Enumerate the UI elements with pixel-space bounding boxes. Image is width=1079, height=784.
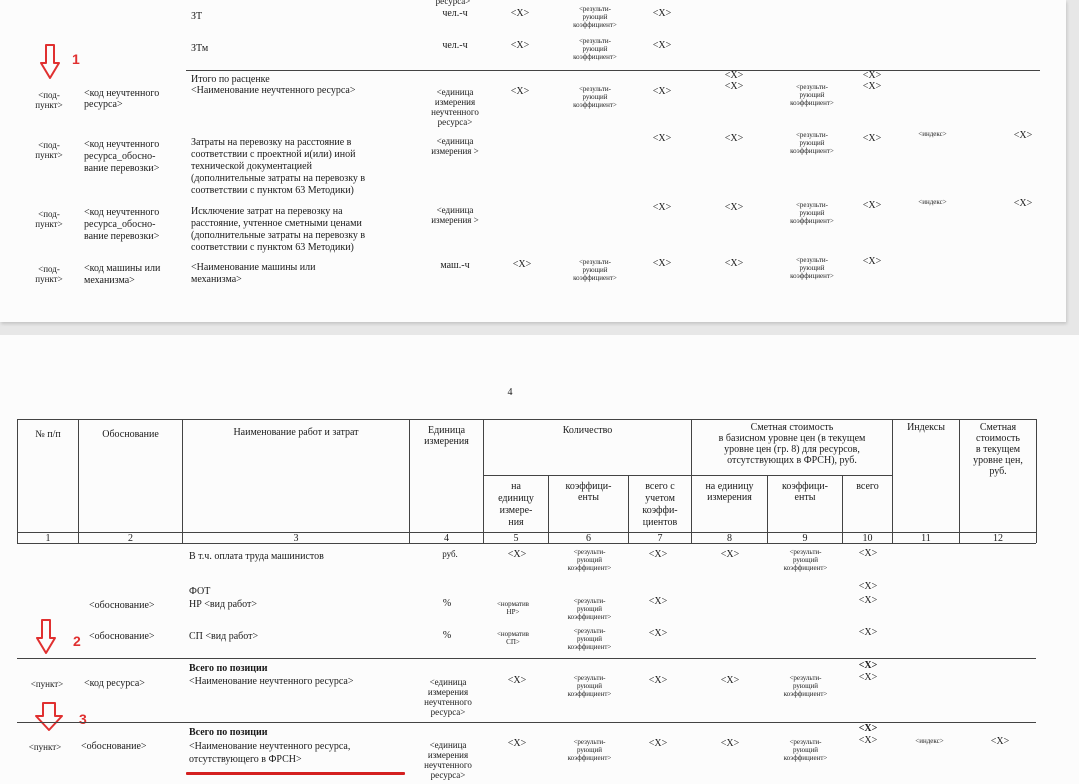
col-number-1: 1 <box>45 533 51 544</box>
row-a-num: <под- пункт> <box>35 90 63 110</box>
down-arrow-icon <box>34 702 64 732</box>
header-unit: Единица измерения <box>424 425 469 447</box>
row-b-unit: <единица измерения > <box>431 136 479 156</box>
nr-name: НР <вид работ> <box>189 599 257 610</box>
document-page-top <box>0 0 1066 322</box>
row-c-unit: <единица измерения > <box>431 205 479 225</box>
zt-unit: чел.-ч <box>442 8 468 19</box>
res-unit-price: <X> <box>720 675 740 686</box>
nr-sum: <X> <box>858 595 878 606</box>
row-a-total: <X> <box>652 86 672 97</box>
row-d-coef: <результи- рующий коэффициент> <box>573 258 617 282</box>
row-c-index: <индекс> <box>918 198 947 206</box>
col-number-2: 2 <box>128 533 133 544</box>
header-total-with-coef: всего с учетом коэффи- циентов <box>642 481 678 528</box>
header-per-unit: на единицу измере- ния <box>498 481 534 528</box>
row-b-index: <индекс> <box>918 130 947 138</box>
zt-label: ЗТ <box>191 11 203 22</box>
col-number-9: 9 <box>802 533 808 544</box>
machinists-sum: <X> <box>858 548 878 559</box>
col-number-7: 7 <box>657 533 663 544</box>
row-c-code: <код неучтенного ресурса_обосно- вание перевозки> <box>84 207 160 242</box>
row-d-total: <X> <box>652 258 672 269</box>
header-total: всего <box>856 481 879 492</box>
res-qty: <X> <box>507 675 527 686</box>
row-a-code: <код неучтенного ресурса> <box>84 88 160 110</box>
row-a-coef: <результи- рующий коэффициент> <box>573 85 617 109</box>
row-c-total: <X> <box>652 202 672 213</box>
fot-label: ФОТ <box>189 586 211 597</box>
frsn-unit: <единица измерения неучтенного ресурса> <box>424 740 472 780</box>
red-underline <box>186 772 405 775</box>
ztm-unit: чел.-ч <box>442 40 468 51</box>
frsn-coef2: <результи- рующий коэффициент> <box>783 738 828 762</box>
ztm-qty: <X> <box>510 40 530 51</box>
row-d-unit-price: <X> <box>724 258 744 269</box>
down-arrow-icon <box>36 619 56 655</box>
res-coef: <результи- рующий коэффициент> <box>567 674 612 698</box>
ztm-coef: <результи- рующий коэффициент> <box>573 37 617 61</box>
frsn-qty: <X> <box>507 738 527 749</box>
res-code: <код ресурса> <box>84 678 145 689</box>
row-a-name: Итого по расценке <Наименование неучтенного ресурса> <box>191 74 356 96</box>
zt-total: <X> <box>652 8 672 19</box>
row-d-name: <Наименование машины или механизма> <box>191 262 316 285</box>
marker-number-3: 3 <box>79 711 87 727</box>
sp-coef: <результи- рующий коэффициент> <box>567 627 612 651</box>
header-unit-price: на единицу измерения <box>705 481 754 503</box>
header-current-cost: Сметная стоимость в текущем уровне цен, руб. <box>973 422 1023 477</box>
sp-unit: % <box>442 630 452 641</box>
col-number-4: 4 <box>444 533 449 544</box>
col-number-8: 8 <box>727 533 732 544</box>
res-name: <Наименование неучтенного ресурса> <box>189 676 354 687</box>
frsn-index: <индекс> <box>915 737 944 745</box>
row-a-unit-price: <X> <X> <box>724 70 744 92</box>
machinists-coef2: <результи- рующий коэффициент> <box>783 548 828 572</box>
frsn-unit-price: <X> <box>720 738 740 749</box>
frsn-title: Всего по позиции <box>189 727 268 738</box>
document-page-bottom <box>0 335 1079 784</box>
nr-coef: <результи- рующий коэффициент> <box>567 597 612 621</box>
row-a-sum: <X> <X> <box>862 70 882 92</box>
sp-total: <X> <box>648 628 668 639</box>
frsn-sum-top: <X> <box>858 723 878 734</box>
row-d-sum: <X> <box>862 256 882 267</box>
page-number: 4 <box>507 387 513 398</box>
row-d-unit: маш.-ч <box>440 260 470 271</box>
row-c-current: <X> <box>1013 198 1033 209</box>
header-indexes: Индексы <box>907 422 945 433</box>
machinists-unit: руб. <box>442 549 458 559</box>
row-a-coef2: <результи- рующий коэффициент> <box>790 83 834 107</box>
zt-coef: <результи- рующий коэффициент> <box>573 5 617 29</box>
row-d-coef2: <результи- рующий коэффициент> <box>790 256 834 280</box>
row-b-name: Затраты на перевозку на расстояние в соответствии с проектной и(или) иной технической документацией (дополнительные затраты на перевозку в соответствии с пунктом 63 Методики) <box>191 137 366 196</box>
frsn-current: <X> <box>990 736 1010 747</box>
row-b-num: <под- пункт> <box>35 140 63 160</box>
res-unit: <единица измерения неучтенного ресурса> <box>424 677 472 717</box>
ztm-label: ЗТм <box>191 43 209 54</box>
header-basis: Обоснование <box>102 429 159 440</box>
col-number-5: 5 <box>513 533 519 544</box>
nr-total: <X> <box>648 596 668 607</box>
res-total: <X> <box>648 675 668 686</box>
machinists-qty: <X> <box>507 549 527 560</box>
col-number-10: 10 <box>862 533 873 544</box>
row-c-coef2: <результи- рующий коэффициент> <box>790 201 834 225</box>
sp-basis: <обоснование> <box>89 631 155 642</box>
down-arrow-icon <box>40 44 60 80</box>
row-c-sum: <X> <box>862 200 882 211</box>
fot-sum: <X> <box>858 581 878 592</box>
header-name: Наименование работ и затрат <box>233 427 359 438</box>
machinists-unit-price: <X> <box>720 549 740 560</box>
col-number-3: 3 <box>293 533 299 544</box>
row-c-num: <под- пункт> <box>35 209 63 229</box>
nr-basis: <обоснование> <box>89 600 155 611</box>
ztm-total: <X> <box>652 40 672 51</box>
res-coef2: <результи- рующий коэффициент> <box>783 674 828 698</box>
header-cost: Сметная стоимость в базисном уровне цен (в текущем уровне цен (гр. 8) для ресурсов, отсутствующих в ФРСН), руб. <box>718 422 866 466</box>
res-num: <пункт> <box>30 679 64 689</box>
nr-unit: % <box>442 598 452 609</box>
separator-line <box>17 658 1036 659</box>
marker-number-2: 2 <box>73 633 81 649</box>
row-a-unit: <единица измерения неучтенного ресурса> <box>431 87 479 127</box>
frsn-basis: <обоснование> <box>81 741 147 752</box>
sp-sum: <X> <box>858 627 878 638</box>
row-d-num: <под- пункт> <box>35 264 63 284</box>
row-c-unit-price: <X> <box>724 202 744 213</box>
header-coefficients-2: коэффици- енты <box>782 481 828 503</box>
sp-norm: <норматив СП> <box>496 630 529 646</box>
row-d-qty: <X> <box>512 259 532 270</box>
nr-norm: <норматив НР> <box>496 600 529 616</box>
separator-line <box>186 70 1040 71</box>
col-number-11: 11 <box>921 533 931 544</box>
row-b-total: <X> <box>652 133 672 144</box>
zt-qty: <X> <box>510 8 530 19</box>
row-d-code: <код машины или механизма> <box>84 263 161 286</box>
frsn-num: <пункт> <box>28 742 62 752</box>
res-sum-top: <X> <box>858 660 878 671</box>
header-coefficients: коэффици- енты <box>565 481 612 503</box>
frsn-sum: <X> <box>858 735 878 746</box>
frsn-coef: <результи- рующий коэффициент> <box>567 738 612 762</box>
row-a-qty: <X> <box>510 86 530 97</box>
sp-name: СП <вид работ> <box>189 631 259 642</box>
row-b-sum: <X> <box>862 133 882 144</box>
header-quantity: Количество <box>562 425 613 436</box>
row-c-name: Исключение затрат на перевозку на расстояние, учтенное сметными ценами (дополнительные затраты на перевозку в соответствии с пунктом 63 Методики) <box>191 206 366 253</box>
col-number-12: 12 <box>993 533 1003 544</box>
frsn-name: <Наименование неучтенного ресурса, отсутствующего в ФРСН> <box>189 741 351 765</box>
frsn-total: <X> <box>648 738 668 749</box>
row-b-current: <X> <box>1013 130 1033 141</box>
res-title: Всего по позиции <box>189 663 268 674</box>
header-num: № п/п <box>35 429 61 440</box>
col-number-6: 6 <box>586 533 591 544</box>
machinists-total: <X> <box>648 549 668 560</box>
row-b-code: <код неучтенного ресурса_обосно- вание перевозки> <box>84 139 160 174</box>
row-b-coef2: <результи- рующий коэффициент> <box>790 131 834 155</box>
machinists-coef: <результи- рующий коэффициент> <box>567 548 612 572</box>
marker-number-1: 1 <box>72 51 80 67</box>
res-sum: <X> <box>858 672 878 683</box>
row-b-unit-price: <X> <box>724 133 744 144</box>
machinists-name: В т.ч. оплата труда машинистов <box>189 551 324 562</box>
cut-unit-text: ресурса> <box>435 0 471 6</box>
